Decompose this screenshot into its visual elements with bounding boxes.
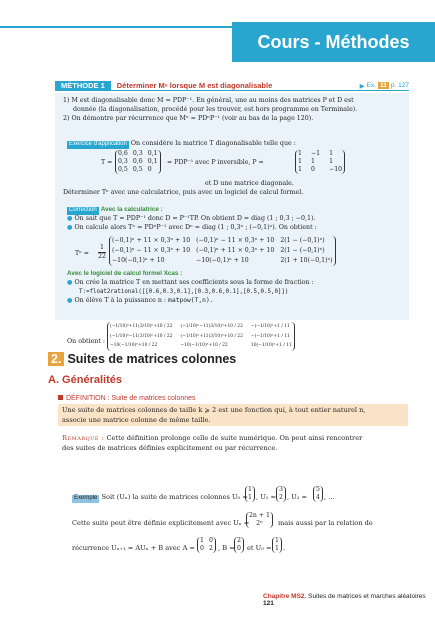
soft-title: Avec le logiciel de calcul formel Xcas : <box>67 270 183 277</box>
exercise-reference[interactable] <box>360 82 409 90</box>
matrix-cell: 1 <box>298 158 302 165</box>
vector-cell: 2 <box>279 494 283 501</box>
vector-cell: 2ⁿ <box>256 520 263 527</box>
page-header-title: Cours - Méthodes <box>232 22 435 62</box>
correction-heading <box>67 206 163 215</box>
middle-text: = PDP⁻¹ avec P inversible, P = <box>167 159 264 166</box>
exemple-text-1: Soit (Uₙ) la suite de matrices colonnes U₀ = <box>101 493 248 501</box>
matrix-cell: 0,6 <box>118 150 128 157</box>
matrix-cell: 0,1 <box>147 150 158 157</box>
vector-cell: 2 <box>237 537 241 544</box>
after-p-text: et D une matrice diagonale. <box>205 180 294 187</box>
step1-line1: 1) M est diagonalisable donc M = PDP⁻¹. En général, une au moins des matrices P et D est <box>63 97 354 104</box>
methode-bar <box>55 81 409 91</box>
u2-label: , U₂ = <box>287 493 308 501</box>
bullet-1-text: On sait que T = PDP⁻¹ donc D = P⁻¹TP. On obtient D = diag (1 ; 0,3 ; −0,1). <box>74 215 316 222</box>
matrix-cell: (−0,1)ⁿ + 11 × 0,3ⁿ + 10 <box>112 237 191 244</box>
definition-heading <box>58 395 196 402</box>
matrix-xcas <box>107 322 295 351</box>
vector-b <box>234 537 244 553</box>
matrix-cell: 1 <box>298 166 302 173</box>
matrix-cell: 1 <box>329 158 333 165</box>
bullet-4: ● On élève T à la puissance n : matpow(T,n). <box>67 297 214 304</box>
t-label: T = <box>101 159 113 166</box>
matrix-p <box>295 150 345 174</box>
matrix-cell: 0 <box>310 166 315 173</box>
matrix-cell: (−1/10)ⁿ+11(3/10)ⁿ+10 / 22 <box>180 333 243 339</box>
matrix-cell: −(−1/10)ⁿ+1 / 11 <box>250 324 290 329</box>
square-bullet-icon <box>58 395 63 400</box>
bullet-1: ● On sait que T = PDP⁻¹ donc D = P⁻¹TP. On obtient D = diag (1 ; 0,3 ; −0,1). <box>67 215 316 222</box>
footer-text: Suites de matrices et marches aléatoires <box>308 593 426 600</box>
definition-box <box>58 404 408 426</box>
section-a-title: A. Généralités <box>48 374 122 386</box>
matrix-tn <box>109 236 336 266</box>
ref-page: p. 127 <box>390 82 409 89</box>
matrix-cell: 1 <box>310 158 315 165</box>
matrix-cell: (−0,1)ⁿ − 11 × 0,3ⁿ + 10 <box>196 237 275 244</box>
matrix-cell: −10(−0,1)ⁿ + 10 <box>112 257 165 264</box>
matrix-cell: 2 <box>208 545 213 552</box>
exercice-intro: On considère la matrice T diagonalisable telle que : <box>130 140 296 147</box>
matrix-cell: 2(1 − (−0,1)ⁿ) <box>280 237 325 244</box>
vector-u0b <box>272 537 282 553</box>
ref-badge: 11 <box>380 82 387 89</box>
vector-cell: 5 <box>316 486 320 493</box>
remarque-line-2: des suites de matrices définies explicitement ou par récurrence. <box>62 444 278 452</box>
matrix-cell: −(−1/10)ⁿ+1 / 11 <box>250 333 290 339</box>
matrix-cell: 0,5 <box>132 166 143 173</box>
matrix-cell: 0,1 <box>147 158 158 165</box>
step2-text: 2) On démontre par récurrence que Mⁿ = PDⁿP⁻¹ (voir au bas de la page 120). <box>63 115 314 122</box>
header-rule <box>0 26 232 28</box>
vector-cell: 0 <box>237 545 241 552</box>
methode-tag: MÉTHODE 1 <box>55 81 111 91</box>
matrix-t <box>115 150 161 174</box>
section-2-title <box>48 352 236 366</box>
matrix-cell: 1 <box>200 537 204 544</box>
tn-frac-den: 22 <box>98 253 106 260</box>
calc-title: Avec la calculatrice : <box>100 206 163 213</box>
definition-line-2: associe une matrice colonne de même taille. <box>62 416 211 424</box>
exemple-line-1 <box>72 493 248 503</box>
matrix-cell: (−0,1)ⁿ + 11 × 0,3ⁿ + 10 <box>196 247 275 254</box>
end-dot: . <box>283 544 286 552</box>
remarque-block <box>62 433 408 453</box>
matrix-cell: 10(−1/10)ⁿ+1 / 11 <box>250 343 292 348</box>
matrix-cell: 2(1 − (−0,1)ⁿ) <box>280 247 325 254</box>
exemple-line-3: récurrence Uₙ₊₁ = AUₙ + B avec A = <box>72 544 195 552</box>
footer-chapter: Chapitre MS2. <box>263 593 307 600</box>
exercice-question: Déterminer Tⁿ avec une calculatrice, puis avec un logiciel de calcul formel. <box>63 189 304 196</box>
section-2-text: Suites de matrices colonnes <box>67 352 237 366</box>
tn-fraction <box>98 244 106 261</box>
obtient-label: On obtient : <box>67 338 106 345</box>
vector-cell: 1 <box>248 494 252 501</box>
matrix-cell: −10(−1/10)ⁿ+10 / 22 <box>110 343 158 348</box>
u0-label: et U₀ = <box>247 544 272 552</box>
matrix-cell: 0 <box>208 537 213 544</box>
correction-tag: Correction <box>69 207 97 213</box>
matrix-cell: 1 <box>329 150 333 157</box>
remarque-line-1: Cette définition prolonge celle de suite numérique. On peut ainsi rencontrer <box>104 434 363 442</box>
exercice-tag: Exercice d'application <box>69 141 127 147</box>
matrix-cell: 0 <box>147 166 152 173</box>
definition-line-1: Une suite de matrices colonnes de taille k ⩾ 2 est une fonction qui, à tout entier naturel n, <box>62 406 366 414</box>
ref-prefix: Ex. <box>366 82 377 89</box>
exemple-line-2b: mais aussi par la relation de <box>278 519 373 527</box>
exercice-intro-line <box>67 140 296 149</box>
bullet-3-text: On crée la matrice T en mettant ses coefficients sous la forme de fraction : <box>74 279 314 286</box>
vector-u2 <box>313 486 323 502</box>
matrix-cell: −10(−1/10)ⁿ+10 / 22 <box>180 343 228 348</box>
code-line-2: matpow(T,n). <box>168 297 214 304</box>
arrow-right-icon: ▶ <box>359 82 365 90</box>
matrix-cell: (−1/10)ⁿ−11(3/10)ⁿ+10 / 22 <box>180 324 243 329</box>
matrix-cell: −10 <box>329 166 343 173</box>
bullet-3: ● On crée la matrice T en mettant ses coefficients sous la forme de fraction : <box>67 279 314 286</box>
methode-panel <box>55 93 409 320</box>
exemple-line-2: Cette suite peut être définie explicitement avec Uₙ = <box>72 519 250 527</box>
matrix-cell: (−1/10)ⁿ−11(3/10)ⁿ+10 / 22 <box>110 333 173 339</box>
vector-un <box>246 512 273 528</box>
matrix-cell: 0,3 <box>132 150 143 157</box>
matrix-cell: 2(1 + 10(−0,1)ⁿ) <box>280 257 333 264</box>
page-number: 121 <box>263 600 274 607</box>
vector-u1 <box>276 486 286 502</box>
vector-u0 <box>245 486 255 502</box>
matrix-cell: (−0,1)ⁿ − 11 × 0,3ⁿ + 10 <box>112 247 191 254</box>
vector-cell: 2n + 1 <box>249 512 270 519</box>
vector-cell: 1 <box>275 545 279 552</box>
bullet-4-text: On élève T à la puissance n : <box>74 297 167 304</box>
matrix-cell: −1 <box>310 150 321 157</box>
page-footer <box>263 593 435 607</box>
vector-cell: 4 <box>316 494 320 501</box>
tn-frac-num: 1 <box>98 244 106 253</box>
matrix-cell: 0,6 <box>132 158 143 165</box>
vector-cell: 1 <box>275 537 279 544</box>
b-label: , B = <box>218 544 235 552</box>
matrix-cell: 0,5 <box>118 166 128 173</box>
tn-label: Tⁿ = <box>75 250 89 257</box>
matrix-cell: (−1/10)ⁿ+11(3/10)ⁿ+10 / 22 <box>110 324 173 329</box>
step1-line2: donnée (la diagonalisation, procédé pour les trouver, est hors programme en Terminale). <box>73 105 358 113</box>
u1-label: , U₁ = <box>256 493 277 501</box>
matrix-cell: −10(−0,1)ⁿ + 10 <box>196 257 249 264</box>
bullet-2-text: On calcule alors Tⁿ = PDⁿP⁻¹ avec Dⁿ = diag (1 ; 0,3ⁿ ; (−0,1)ⁿ). On obtient : <box>74 224 317 231</box>
vector-cell: 3 <box>279 486 283 493</box>
vector-cell: 1 <box>248 486 252 493</box>
bullet-2: ● On calcule alors Tⁿ = PDⁿP⁻¹ avec Dⁿ = diag (1 ; 0,3ⁿ ; (−0,1)ⁿ). On obtient : <box>67 224 317 231</box>
section-2-number: 2. <box>48 352 64 366</box>
matrix-cell: 0 <box>200 545 204 552</box>
matrix-cell: 1 <box>298 150 302 157</box>
remarque-label: Remarque : <box>62 434 105 442</box>
definition-label: DÉFINITION : Suite de matrices colonnes <box>66 395 196 402</box>
matrix-cell: 0,3 <box>118 158 128 165</box>
exemple-tag: Exemple <box>74 495 98 501</box>
methode-title: Déterminer Mⁿ lorsque M est diagonalisable <box>116 81 273 90</box>
code-line-1: T:=float2rational([[0.6,0.3,0.1],[0.3,0.6,0.1],[0.5,0.5,0]]) <box>79 289 289 295</box>
matrix-a <box>197 537 216 553</box>
ellipsis: , … <box>324 493 335 501</box>
